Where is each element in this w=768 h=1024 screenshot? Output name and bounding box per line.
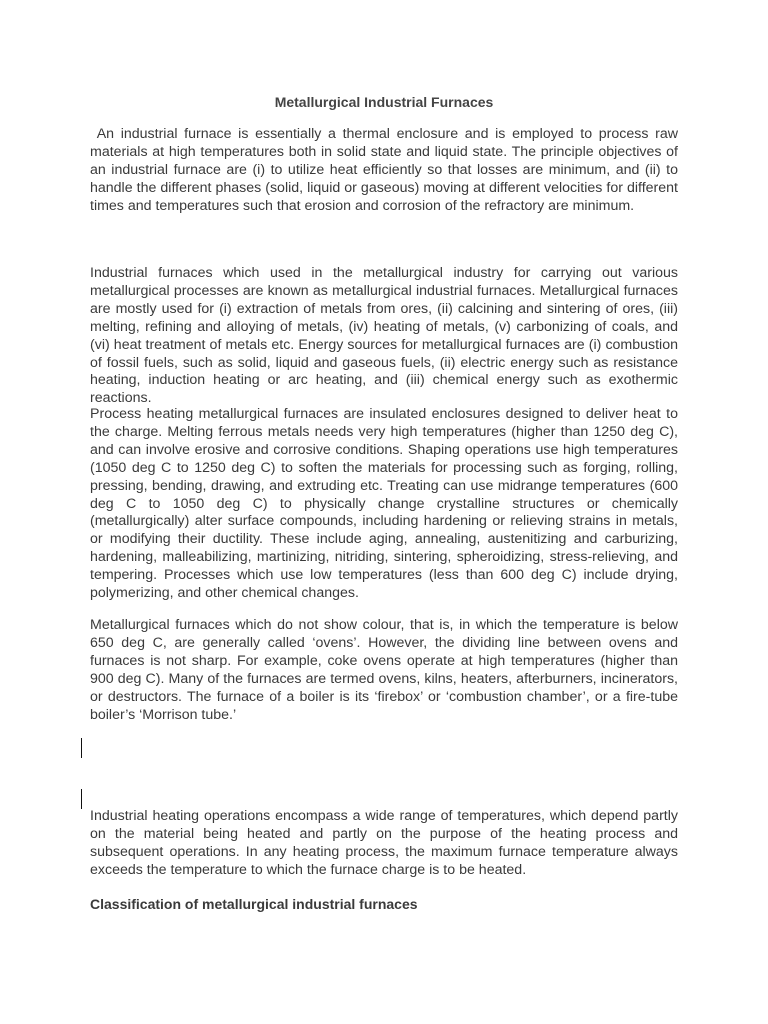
paragraph-heating-operations: Industrial heating operations encompass a wide range of temperatures, which depend partly on the material being heated and partly on the purpose of the heating process and subsequent operations. In any heating process, the maximum furnace temperature always exceeds the temperature to which the furnace charge is to be heated.	[90, 808, 678, 878]
text-cursor	[81, 789, 82, 809]
paragraph-process-heating: Process heating metallurgical furnaces are insulated enclosures designed to deliver heat to the charge. Melting ferrous metals needs very high temperatures (higher than 1250 deg C), and can involve erosive and corrosive conditions. Shaping operations use high temperatures (1050 deg C to 1250 deg C) to soften the materials for processing such as forging, rolling, pressing, bending, drawing, and extruding etc. Treating can use midrange temperatures (600 deg C to 1050 deg C) to physically change crystalline structures or chemically (metallurgically) alter surface compounds, including hardening or relieving strains in metals, or modifying their ductility. These include aging, annealing, austenitizing and carburizing, hardening, malleabilizing, martinizing, nitriding, sintering, spheroidizing, stress-relieving, and tempering. Processes which use low temperatures (less than 600 deg C) include drying, polymerizing, and other chemical changes.	[90, 406, 678, 602]
paragraph-intro: An industrial furnace is essentially a thermal enclosure and is employed to process raw materials at high temperatures both in solid state and liquid state. The principle objectives of an industrial furnace are (i) to utilize heat efficiently so that losses are minimum, and (ii) to handle the different phases (solid, liquid or gaseous) moving at different velocities for different times and temperatures such that erosion and corrosion of the refractory are minimum.	[90, 126, 682, 214]
paragraph-uses: Industrial furnaces which used in the metallurgical industry for carrying out various metallurgical processes are known as metallurgical industrial furnaces. Metallurgical furnaces are mostly used for (i) extraction of metals from ores, (ii) calcining and sintering of ores, (iii) melting, refining and alloying of metals, (iv) heating of metals, (v) carbonizing of coals, and (vi) heat treatment of metals etc. Energy sources for metallurgical furnaces are (i) combustion of fossil fuels, such as solid, liquid and gaseous fuels, (ii) electric energy such as resistance heating, induction heating or arc heating, and (iii) chemical energy such as exothermic reactions.	[90, 265, 678, 407]
section-heading: Classification of metallurgical industrial furnaces	[90, 896, 418, 912]
paragraph-ovens: Metallurgical furnaces which do not show colour, that is, in which the temperature is below 650 deg C, are generally called ‘ovens’. However, the dividing line between ovens and furnaces is not sharp. For example, coke ovens operate at high temperatures (higher than 900 deg C). Many of the furnaces are termed ovens, kilns, heaters, afterburners, incinerators, or destructors. The furnace of a boiler is its ‘firebox’ or ‘combustion chamber’, or a fire-tube boiler’s ‘Morrison tube.’	[90, 617, 678, 723]
text-cursor	[81, 738, 82, 758]
document-title: Metallurgical Industrial Furnaces	[274, 94, 494, 110]
